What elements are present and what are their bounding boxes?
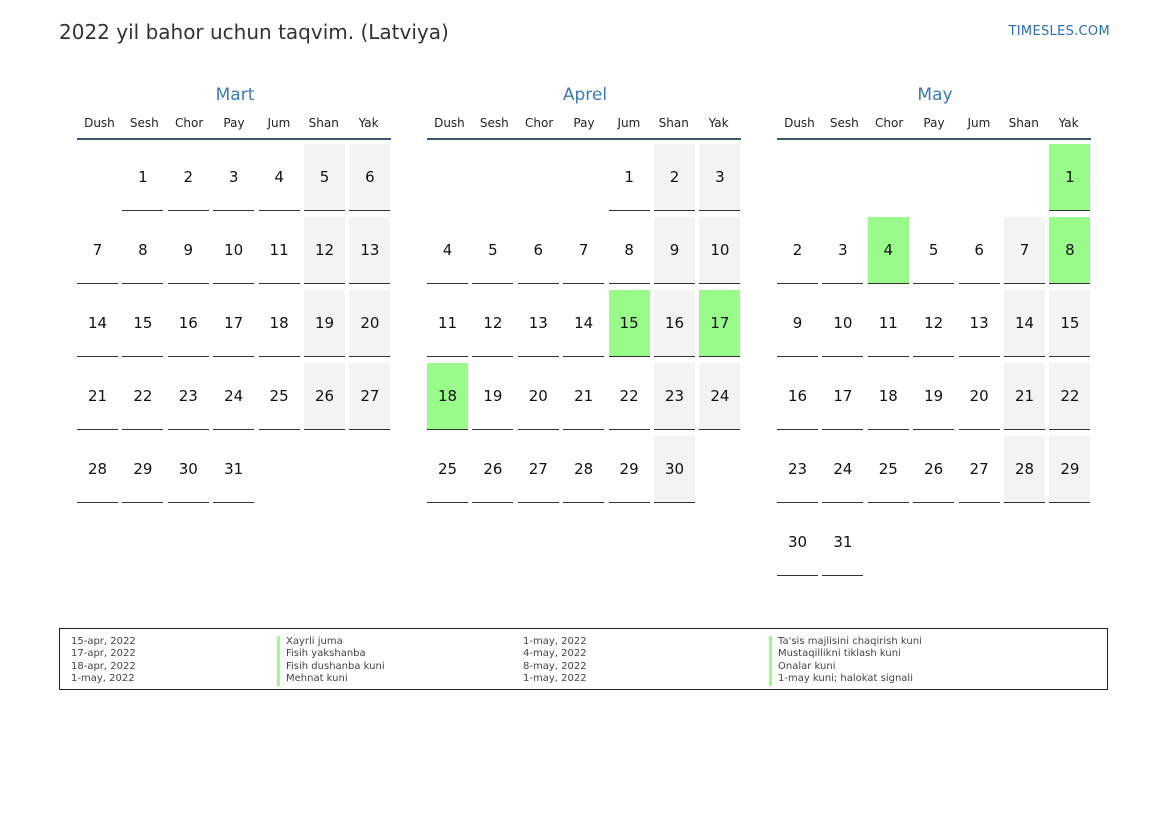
day-cell[interactable]: 9 bbox=[654, 217, 695, 284]
day-cell[interactable]: 23 bbox=[168, 363, 209, 430]
day-cell[interactable]: 10 bbox=[699, 217, 740, 284]
weekday-header bbox=[777, 108, 1091, 140]
day-cell[interactable]: 10 bbox=[213, 217, 254, 284]
day-cell[interactable]: 18 bbox=[868, 363, 909, 430]
day-cell[interactable]: 25 bbox=[868, 436, 909, 503]
weekday-label: Chor bbox=[525, 116, 554, 130]
day-cell[interactable]: 29 bbox=[609, 436, 650, 503]
weekday-label: Jum bbox=[967, 116, 991, 130]
day-cell[interactable]: 21 bbox=[1004, 363, 1045, 430]
month-name: Mart bbox=[215, 85, 255, 105]
month-aprel bbox=[427, 82, 743, 478]
legend-holiday-name: 1-may kuni; halokat signali bbox=[769, 673, 913, 686]
weekday-label: Shan bbox=[658, 116, 689, 130]
day-cell[interactable]: 15 bbox=[122, 290, 163, 357]
day-cell[interactable]: 14 bbox=[1004, 290, 1045, 357]
day-cell[interactable]: 24 bbox=[822, 436, 863, 503]
legend-holiday-name: Onalar kuni bbox=[769, 661, 835, 674]
day-cell[interactable]: 22 bbox=[609, 363, 650, 430]
day-cell[interactable]: 6 bbox=[349, 144, 390, 211]
day-cell[interactable]: 7 bbox=[563, 217, 604, 284]
day-cell[interactable]: 25 bbox=[427, 436, 468, 503]
day-cell[interactable]: 20 bbox=[959, 363, 1000, 430]
weekday-label: Dush bbox=[434, 116, 465, 130]
day-cell[interactable]: 20 bbox=[518, 363, 559, 430]
day-cell[interactable]: 20 bbox=[349, 290, 390, 357]
day-cell[interactable]: 12 bbox=[304, 217, 345, 284]
page-title: 2022 yil bahor uchun taqvim. (Latviya) bbox=[59, 20, 449, 44]
legend-holiday-name: Fisih dushanba kuni bbox=[277, 661, 385, 674]
day-cell[interactable]: 11 bbox=[259, 217, 300, 284]
weekday-header bbox=[427, 108, 741, 140]
day-cell[interactable]: 16 bbox=[168, 290, 209, 357]
day-cell[interactable]: 7 bbox=[1004, 217, 1045, 284]
day-cell[interactable]: 1 bbox=[609, 144, 650, 211]
day-cell[interactable]: 1 bbox=[122, 144, 163, 211]
day-cell[interactable]: 19 bbox=[472, 363, 513, 430]
legend-holiday-name: Fisih yakshanba bbox=[277, 648, 366, 661]
day-cell[interactable]: 21 bbox=[563, 363, 604, 430]
day-cell[interactable]: 19 bbox=[913, 363, 954, 430]
legend-holiday-name: Mehnat kuni bbox=[277, 673, 348, 686]
day-cell[interactable]: 12 bbox=[913, 290, 954, 357]
holiday-day-cell[interactable]: 15 bbox=[609, 290, 650, 357]
day-cell[interactable]: 13 bbox=[518, 290, 559, 357]
day-cell[interactable]: 25 bbox=[259, 363, 300, 430]
day-cell[interactable]: 7 bbox=[77, 217, 118, 284]
weekday-label: Dush bbox=[84, 116, 115, 130]
weekday-label: Sesh bbox=[479, 116, 509, 130]
weekday-label: Yak bbox=[708, 116, 729, 130]
day-cell[interactable]: 4 bbox=[427, 217, 468, 284]
day-cell[interactable]: 17 bbox=[213, 290, 254, 357]
day-cell[interactable]: 30 bbox=[777, 509, 818, 576]
day-cell[interactable]: 16 bbox=[777, 363, 818, 430]
day-cell[interactable]: 13 bbox=[959, 290, 1000, 357]
day-cell[interactable]: 15 bbox=[1049, 290, 1090, 357]
legend-date: 18-apr, 2022 bbox=[71, 660, 136, 672]
day-cell[interactable]: 2 bbox=[777, 217, 818, 284]
legend-date: 1-may, 2022 bbox=[523, 636, 587, 647]
brand-link[interactable]: TIMESLES.COM bbox=[1008, 24, 1110, 39]
weekday-label: Dush bbox=[784, 116, 815, 130]
legend-date: 17-apr, 2022 bbox=[71, 648, 136, 660]
day-cell[interactable]: 14 bbox=[77, 290, 118, 357]
day-cell[interactable]: 6 bbox=[959, 217, 1000, 284]
day-cell[interactable]: 11 bbox=[427, 290, 468, 357]
day-cell[interactable]: 18 bbox=[259, 290, 300, 357]
weekday-label: Sesh bbox=[829, 116, 859, 130]
legend-date: 4-may, 2022 bbox=[523, 648, 587, 660]
day-cell[interactable]: 23 bbox=[777, 436, 818, 503]
holiday-day-cell[interactable]: 1 bbox=[1049, 144, 1090, 211]
day-cell[interactable]: 5 bbox=[913, 217, 954, 284]
legend-holiday-name: Xayrli juma bbox=[277, 636, 343, 649]
day-cell[interactable]: 30 bbox=[654, 436, 695, 503]
weekday-label: Chor bbox=[175, 116, 204, 130]
day-cell[interactable]: 14 bbox=[563, 290, 604, 357]
day-cell[interactable]: 8 bbox=[122, 217, 163, 284]
day-cell[interactable]: 9 bbox=[168, 217, 209, 284]
day-cell[interactable]: 24 bbox=[699, 363, 740, 430]
day-cell[interactable]: 4 bbox=[259, 144, 300, 211]
day-cell[interactable]: 10 bbox=[822, 290, 863, 357]
legend-date: 1-may, 2022 bbox=[523, 673, 587, 685]
legend-holiday-name: Mustaqillikni tiklash kuni bbox=[769, 648, 901, 661]
weekday-label: Sesh bbox=[129, 116, 159, 130]
day-cell[interactable]: 26 bbox=[472, 436, 513, 503]
holiday-day-cell[interactable]: 18 bbox=[427, 363, 468, 430]
day-cell[interactable]: 27 bbox=[349, 363, 390, 430]
weekday-label: Jum bbox=[267, 116, 291, 130]
holiday-day-cell[interactable]: 8 bbox=[1049, 217, 1090, 284]
day-cell[interactable]: 22 bbox=[1049, 363, 1090, 430]
day-cell[interactable]: 31 bbox=[822, 509, 863, 576]
weekday-label: Shan bbox=[1008, 116, 1039, 130]
weekday-label: Chor bbox=[875, 116, 904, 130]
day-cell[interactable]: 3 bbox=[699, 144, 740, 211]
legend-date: 8-may, 2022 bbox=[523, 660, 587, 672]
day-cell[interactable]: 16 bbox=[654, 290, 695, 357]
weekday-label: Shan bbox=[308, 116, 339, 130]
day-cell[interactable]: 26 bbox=[913, 436, 954, 503]
day-cell[interactable]: 13 bbox=[349, 217, 390, 284]
weekday-label: Yak bbox=[358, 116, 379, 130]
day-cell[interactable]: 28 bbox=[563, 436, 604, 503]
day-cell[interactable]: 28 bbox=[1004, 436, 1045, 503]
day-cell[interactable]: 19 bbox=[304, 290, 345, 357]
day-cell[interactable]: 2 bbox=[654, 144, 695, 211]
day-cell[interactable]: 17 bbox=[822, 363, 863, 430]
month-may bbox=[777, 82, 1093, 551]
weekday-label: Jum bbox=[617, 116, 641, 130]
legend-holiday-name: Ta'sis majlisini chaqirish kuni bbox=[769, 636, 922, 649]
day-cell[interactable]: 24 bbox=[213, 363, 254, 430]
month-name: Aprel bbox=[562, 85, 608, 105]
day-cell[interactable]: 3 bbox=[822, 217, 863, 284]
day-cell[interactable]: 12 bbox=[472, 290, 513, 357]
holiday-day-cell[interactable]: 17 bbox=[699, 290, 740, 357]
weekday-label: Yak bbox=[1058, 116, 1079, 130]
holiday-legend bbox=[59, 628, 1108, 690]
month-mart bbox=[77, 82, 393, 478]
legend-date: 15-apr, 2022 bbox=[71, 636, 136, 647]
holiday-day-cell[interactable]: 4 bbox=[868, 217, 909, 284]
month-name: May bbox=[917, 85, 953, 105]
day-cell[interactable]: 2 bbox=[168, 144, 209, 211]
day-cell[interactable]: 26 bbox=[304, 363, 345, 430]
day-cell[interactable]: 11 bbox=[868, 290, 909, 357]
day-cell[interactable]: 22 bbox=[122, 363, 163, 430]
day-cell[interactable]: 31 bbox=[213, 436, 254, 503]
day-cell[interactable]: 29 bbox=[1049, 436, 1090, 503]
weekday-label: Pay bbox=[923, 116, 945, 130]
day-cell[interactable]: 28 bbox=[77, 436, 118, 503]
legend-date: 1-may, 2022 bbox=[71, 673, 135, 685]
weekday-label: Pay bbox=[223, 116, 245, 130]
day-cell[interactable]: 5 bbox=[304, 144, 345, 211]
day-cell[interactable]: 30 bbox=[168, 436, 209, 503]
day-cell[interactable]: 29 bbox=[122, 436, 163, 503]
day-cell[interactable]: 3 bbox=[213, 144, 254, 211]
day-cell[interactable]: 27 bbox=[959, 436, 1000, 503]
day-cell[interactable]: 27 bbox=[518, 436, 559, 503]
weekday-label: Pay bbox=[573, 116, 595, 130]
day-cell[interactable]: 6 bbox=[518, 217, 559, 284]
day-cell[interactable]: 5 bbox=[472, 217, 513, 284]
day-cell[interactable]: 23 bbox=[654, 363, 695, 430]
day-cell[interactable]: 21 bbox=[77, 363, 118, 430]
day-cell[interactable]: 9 bbox=[777, 290, 818, 357]
weekday-header bbox=[77, 108, 391, 140]
day-cell[interactable]: 8 bbox=[609, 217, 650, 284]
